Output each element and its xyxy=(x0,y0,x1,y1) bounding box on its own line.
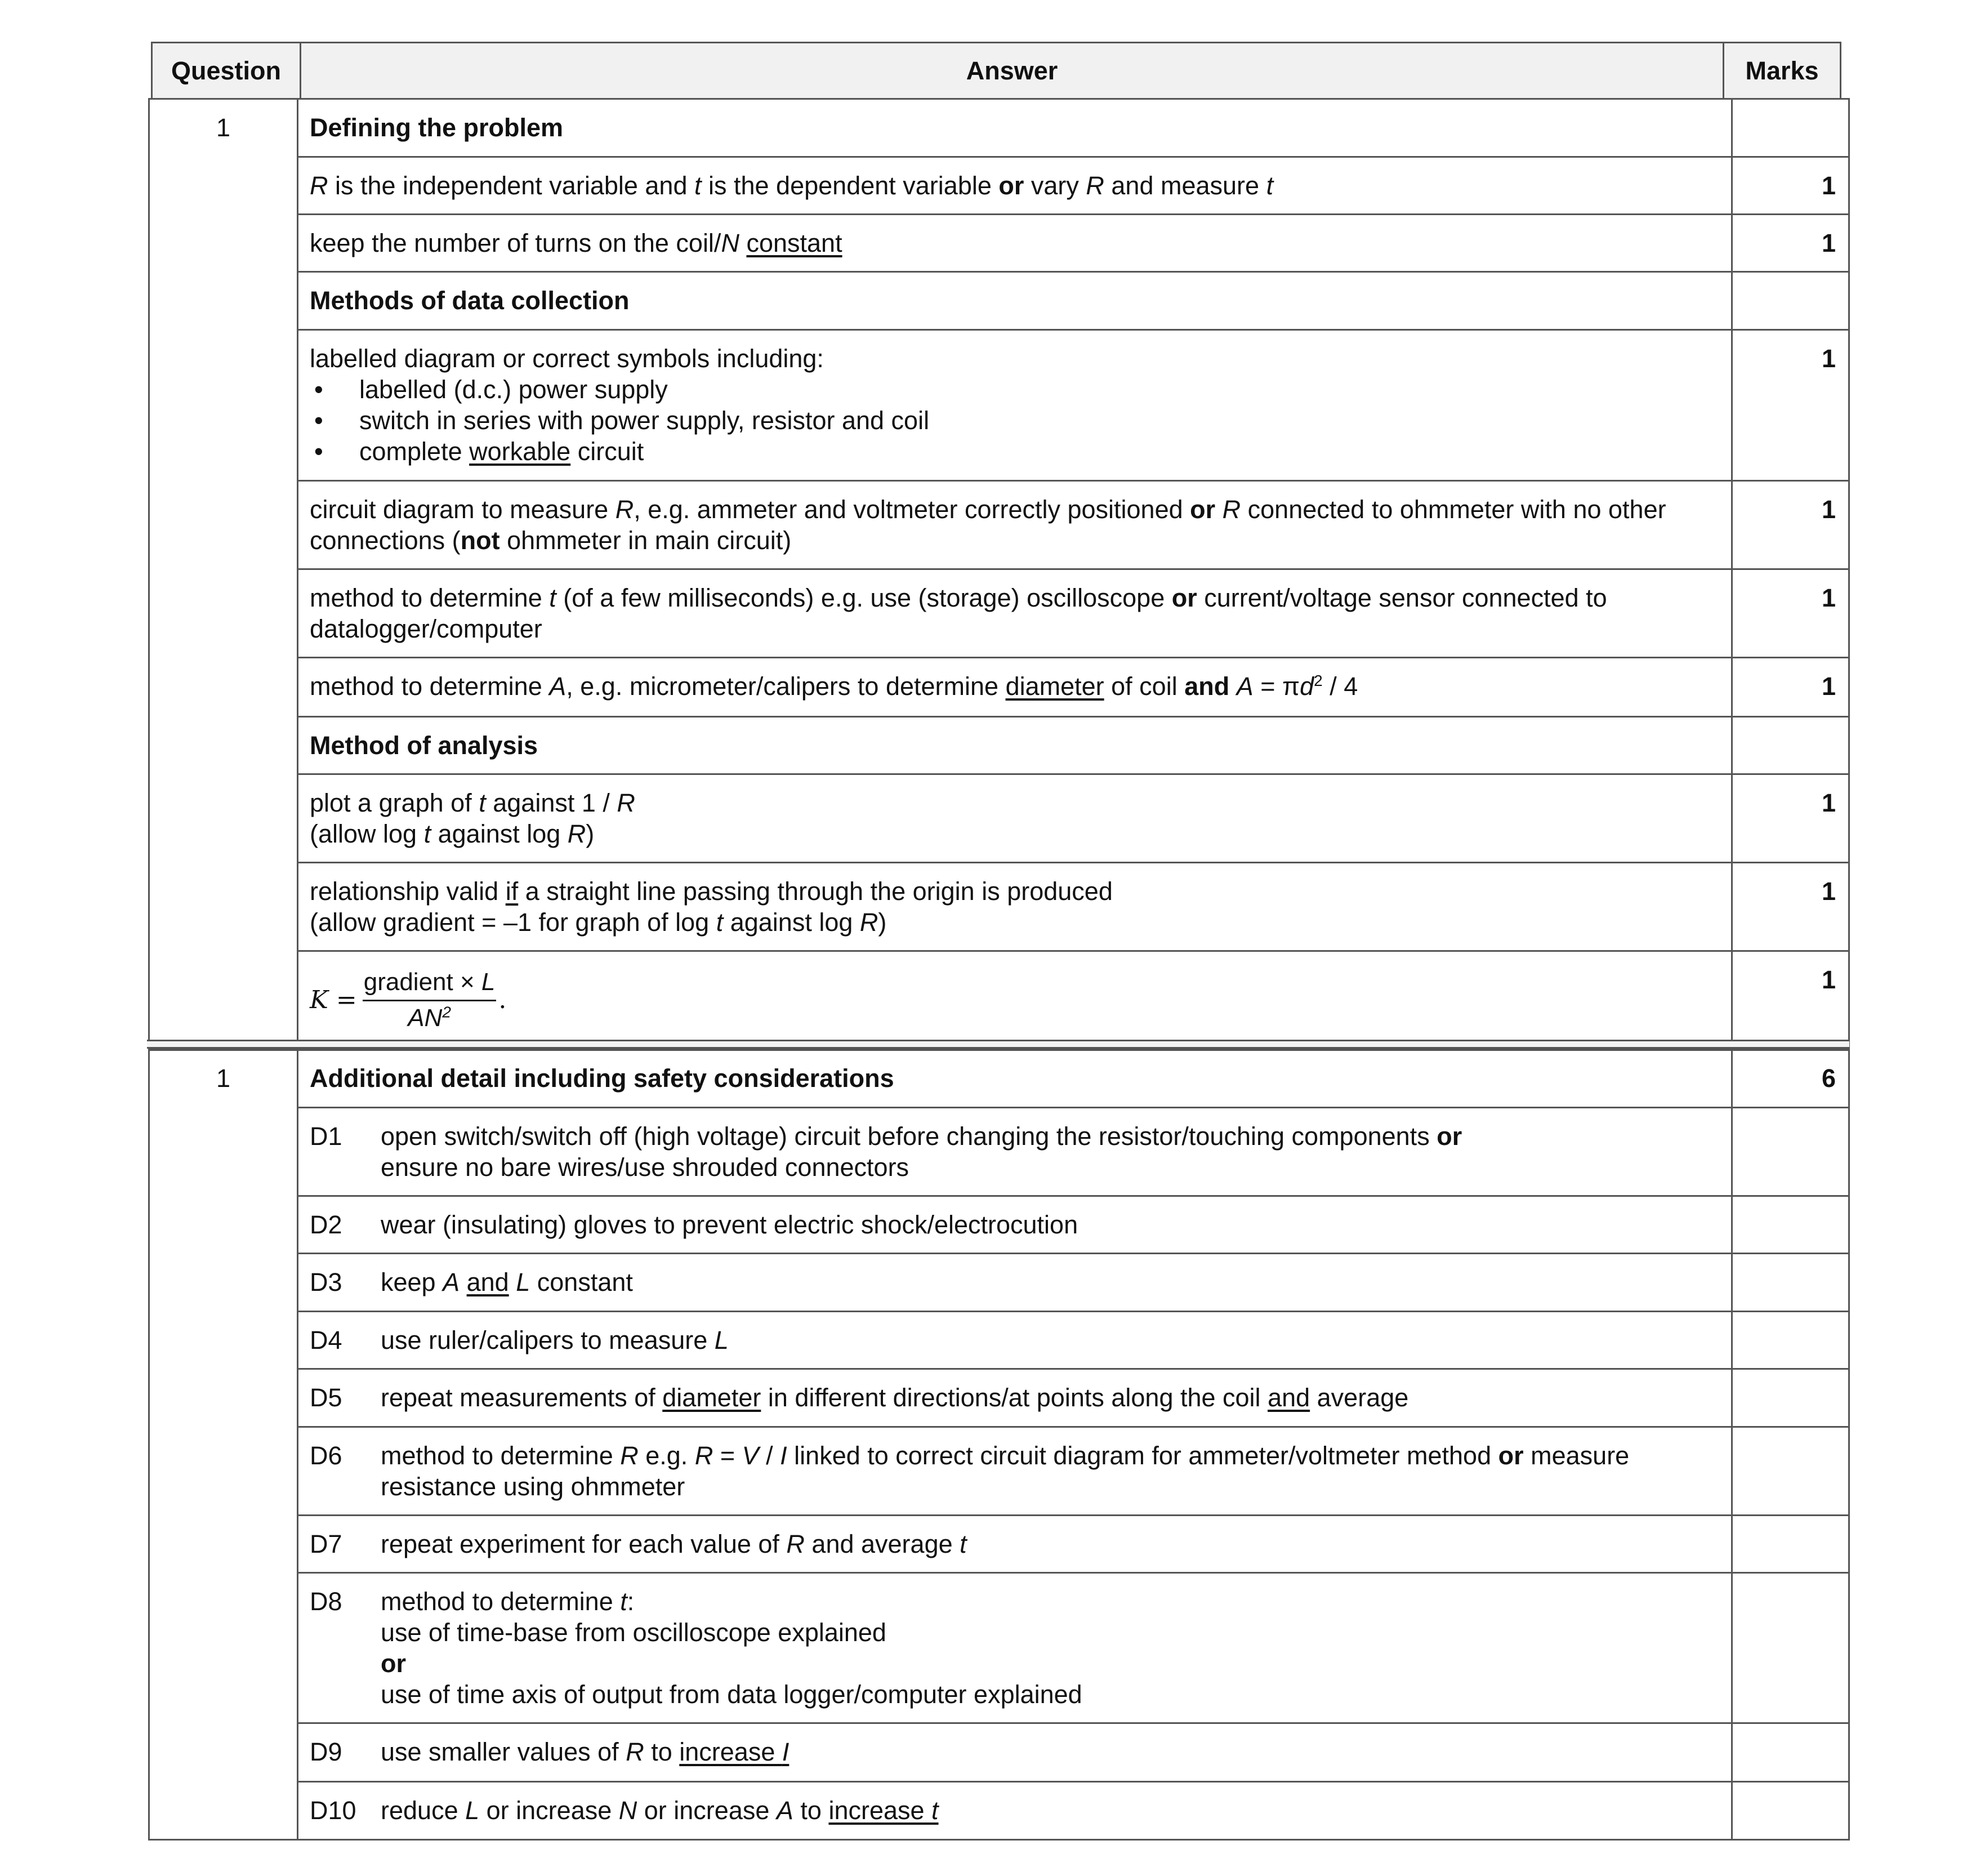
table-row xyxy=(149,157,1849,215)
marks-cell: 1 xyxy=(1732,157,1849,215)
list-item: • switch in series with power supply, resistor and coil xyxy=(310,405,1720,436)
list-item: • complete workable circuit xyxy=(310,436,1720,467)
answer-column-header: Answer xyxy=(301,43,1724,99)
k-formula: K = $\frac{\text{gradient × L}}{AN^2}$ . xyxy=(310,966,506,1033)
table-row xyxy=(149,863,1849,951)
section-heading: Defining the problem xyxy=(298,99,1732,157)
table-row xyxy=(149,272,1849,330)
table-row xyxy=(149,1196,1849,1254)
section-heading: Additional detail including safety considerations xyxy=(298,1050,1732,1108)
question-number: 1 xyxy=(149,99,298,1050)
table-row xyxy=(149,1723,1849,1782)
answer-cell: method to determine A, e.g. micrometer/calipers to determine diameter of coil and $A = \pi d^2 / 4$ xyxy=(298,658,1732,717)
marks-cell xyxy=(1732,717,1849,774)
detail-item: D6 method to determine R e.g. R = V / I linked to correct circuit diagram for ammeter/voltmeter method or measure resistance using ohmmeter xyxy=(298,1427,1732,1516)
question-number: 1 xyxy=(149,1050,298,1840)
table-row xyxy=(149,1108,1849,1196)
list-item: • labelled (d.c.) power supply xyxy=(310,374,1720,405)
marks-cell xyxy=(1732,1196,1849,1254)
section-heading: Method of analysis xyxy=(298,717,1732,774)
section-separator xyxy=(147,1040,1849,1049)
mark-scheme-table-section-1 xyxy=(148,98,1850,1051)
marks-cell xyxy=(1732,1723,1849,1782)
table-row xyxy=(149,1516,1849,1573)
detail-item: D2 wear (insulating) gloves to prevent electric shock/electrocution xyxy=(298,1196,1732,1254)
marks-cell xyxy=(1732,272,1849,330)
table-row xyxy=(149,774,1849,863)
marks-cell: 6 xyxy=(1732,1050,1849,1108)
marks-column-header: Marks xyxy=(1724,43,1841,99)
marks-cell: 1 xyxy=(1732,774,1849,863)
marks-cell: 1 xyxy=(1732,569,1849,658)
table-row xyxy=(149,1427,1849,1516)
table-header xyxy=(151,42,1841,100)
table-row xyxy=(149,330,1849,481)
detail-item: D3 keep A and L constant xyxy=(298,1254,1732,1312)
detail-item: D4 use ruler/calipers to measure L xyxy=(298,1312,1732,1369)
mark-scheme-table-section-2 xyxy=(148,1049,1850,1841)
detail-item: D7 repeat experiment for each value of R and average t xyxy=(298,1516,1732,1573)
marks-cell: 1 xyxy=(1732,951,1849,1050)
answer-cell: keep the number of turns on the coil/N constant xyxy=(298,215,1732,272)
table-row xyxy=(149,658,1849,717)
bullet-list xyxy=(310,374,1720,467)
question-column-header: Question xyxy=(152,43,301,99)
answer-cell: plot a graph of t against 1 / R (allow log t against log R) xyxy=(298,774,1732,863)
table-row xyxy=(149,951,1849,1050)
marks-cell xyxy=(1732,1782,1849,1840)
answer-cell xyxy=(298,951,1732,1050)
table-row xyxy=(149,1050,1849,1108)
marks-cell xyxy=(1732,1427,1849,1516)
marks-cell xyxy=(1732,1573,1849,1723)
table-row xyxy=(149,99,1849,157)
detail-item: D5 repeat measurements of diameter in different directions/at points along the coil and average xyxy=(298,1369,1732,1427)
marks-cell: 1 xyxy=(1732,481,1849,569)
marks-cell xyxy=(1732,1312,1849,1369)
section-heading: Methods of data collection xyxy=(298,272,1732,330)
marks-cell: 1 xyxy=(1732,330,1849,481)
marks-cell: 1 xyxy=(1732,215,1849,272)
table-row xyxy=(149,569,1849,658)
table-row xyxy=(149,1369,1849,1427)
answer-cell: method to determine t (of a few milliseconds) e.g. use (storage) oscilloscope or current/voltage sensor connected to datalogger/computer xyxy=(298,569,1732,658)
marks-cell: 1 xyxy=(1732,863,1849,951)
marks-cell xyxy=(1732,1254,1849,1312)
answer-cell: R is the independent variable and t is the dependent variable or vary R and measure t xyxy=(298,157,1732,215)
answer-cell: relationship valid if a straight line passing through the origin is produced (allow gradient = –1 for graph of log t against log R) xyxy=(298,863,1732,951)
detail-item: D9 use smaller values of R to increase I xyxy=(298,1723,1732,1782)
answer-cell xyxy=(298,330,1732,481)
answer-cell: circuit diagram to measure R, e.g. ammeter and voltmeter correctly positioned or R connected to ohmmeter with no other connections (not ohmmeter in main circuit) xyxy=(298,481,1732,569)
detail-item: D10 reduce L or increase N or increase A to increase t xyxy=(298,1782,1732,1840)
marks-cell xyxy=(1732,1516,1849,1573)
table-row xyxy=(149,1312,1849,1369)
marks-cell xyxy=(1732,99,1849,157)
table-row xyxy=(149,717,1849,774)
table-row xyxy=(149,481,1849,569)
marks-cell xyxy=(1732,1369,1849,1427)
detail-item: D1 open switch/switch off (high voltage) circuit before changing the resistor/touching components or ensure no bare wires/use shrouded connectors xyxy=(298,1108,1732,1196)
table-row xyxy=(149,215,1849,272)
table-row xyxy=(149,1254,1849,1312)
detail-item: D8 method to determine t: use of time-base from oscilloscope explained or use of time axis of output from data logger/computer explained xyxy=(298,1573,1732,1723)
table-row xyxy=(149,1573,1849,1723)
table-row xyxy=(149,1782,1849,1840)
marks-cell xyxy=(1732,1108,1849,1196)
marks-cell: 1 xyxy=(1732,658,1849,717)
answer-intro: labelled diagram or correct symbols including: xyxy=(310,344,824,373)
